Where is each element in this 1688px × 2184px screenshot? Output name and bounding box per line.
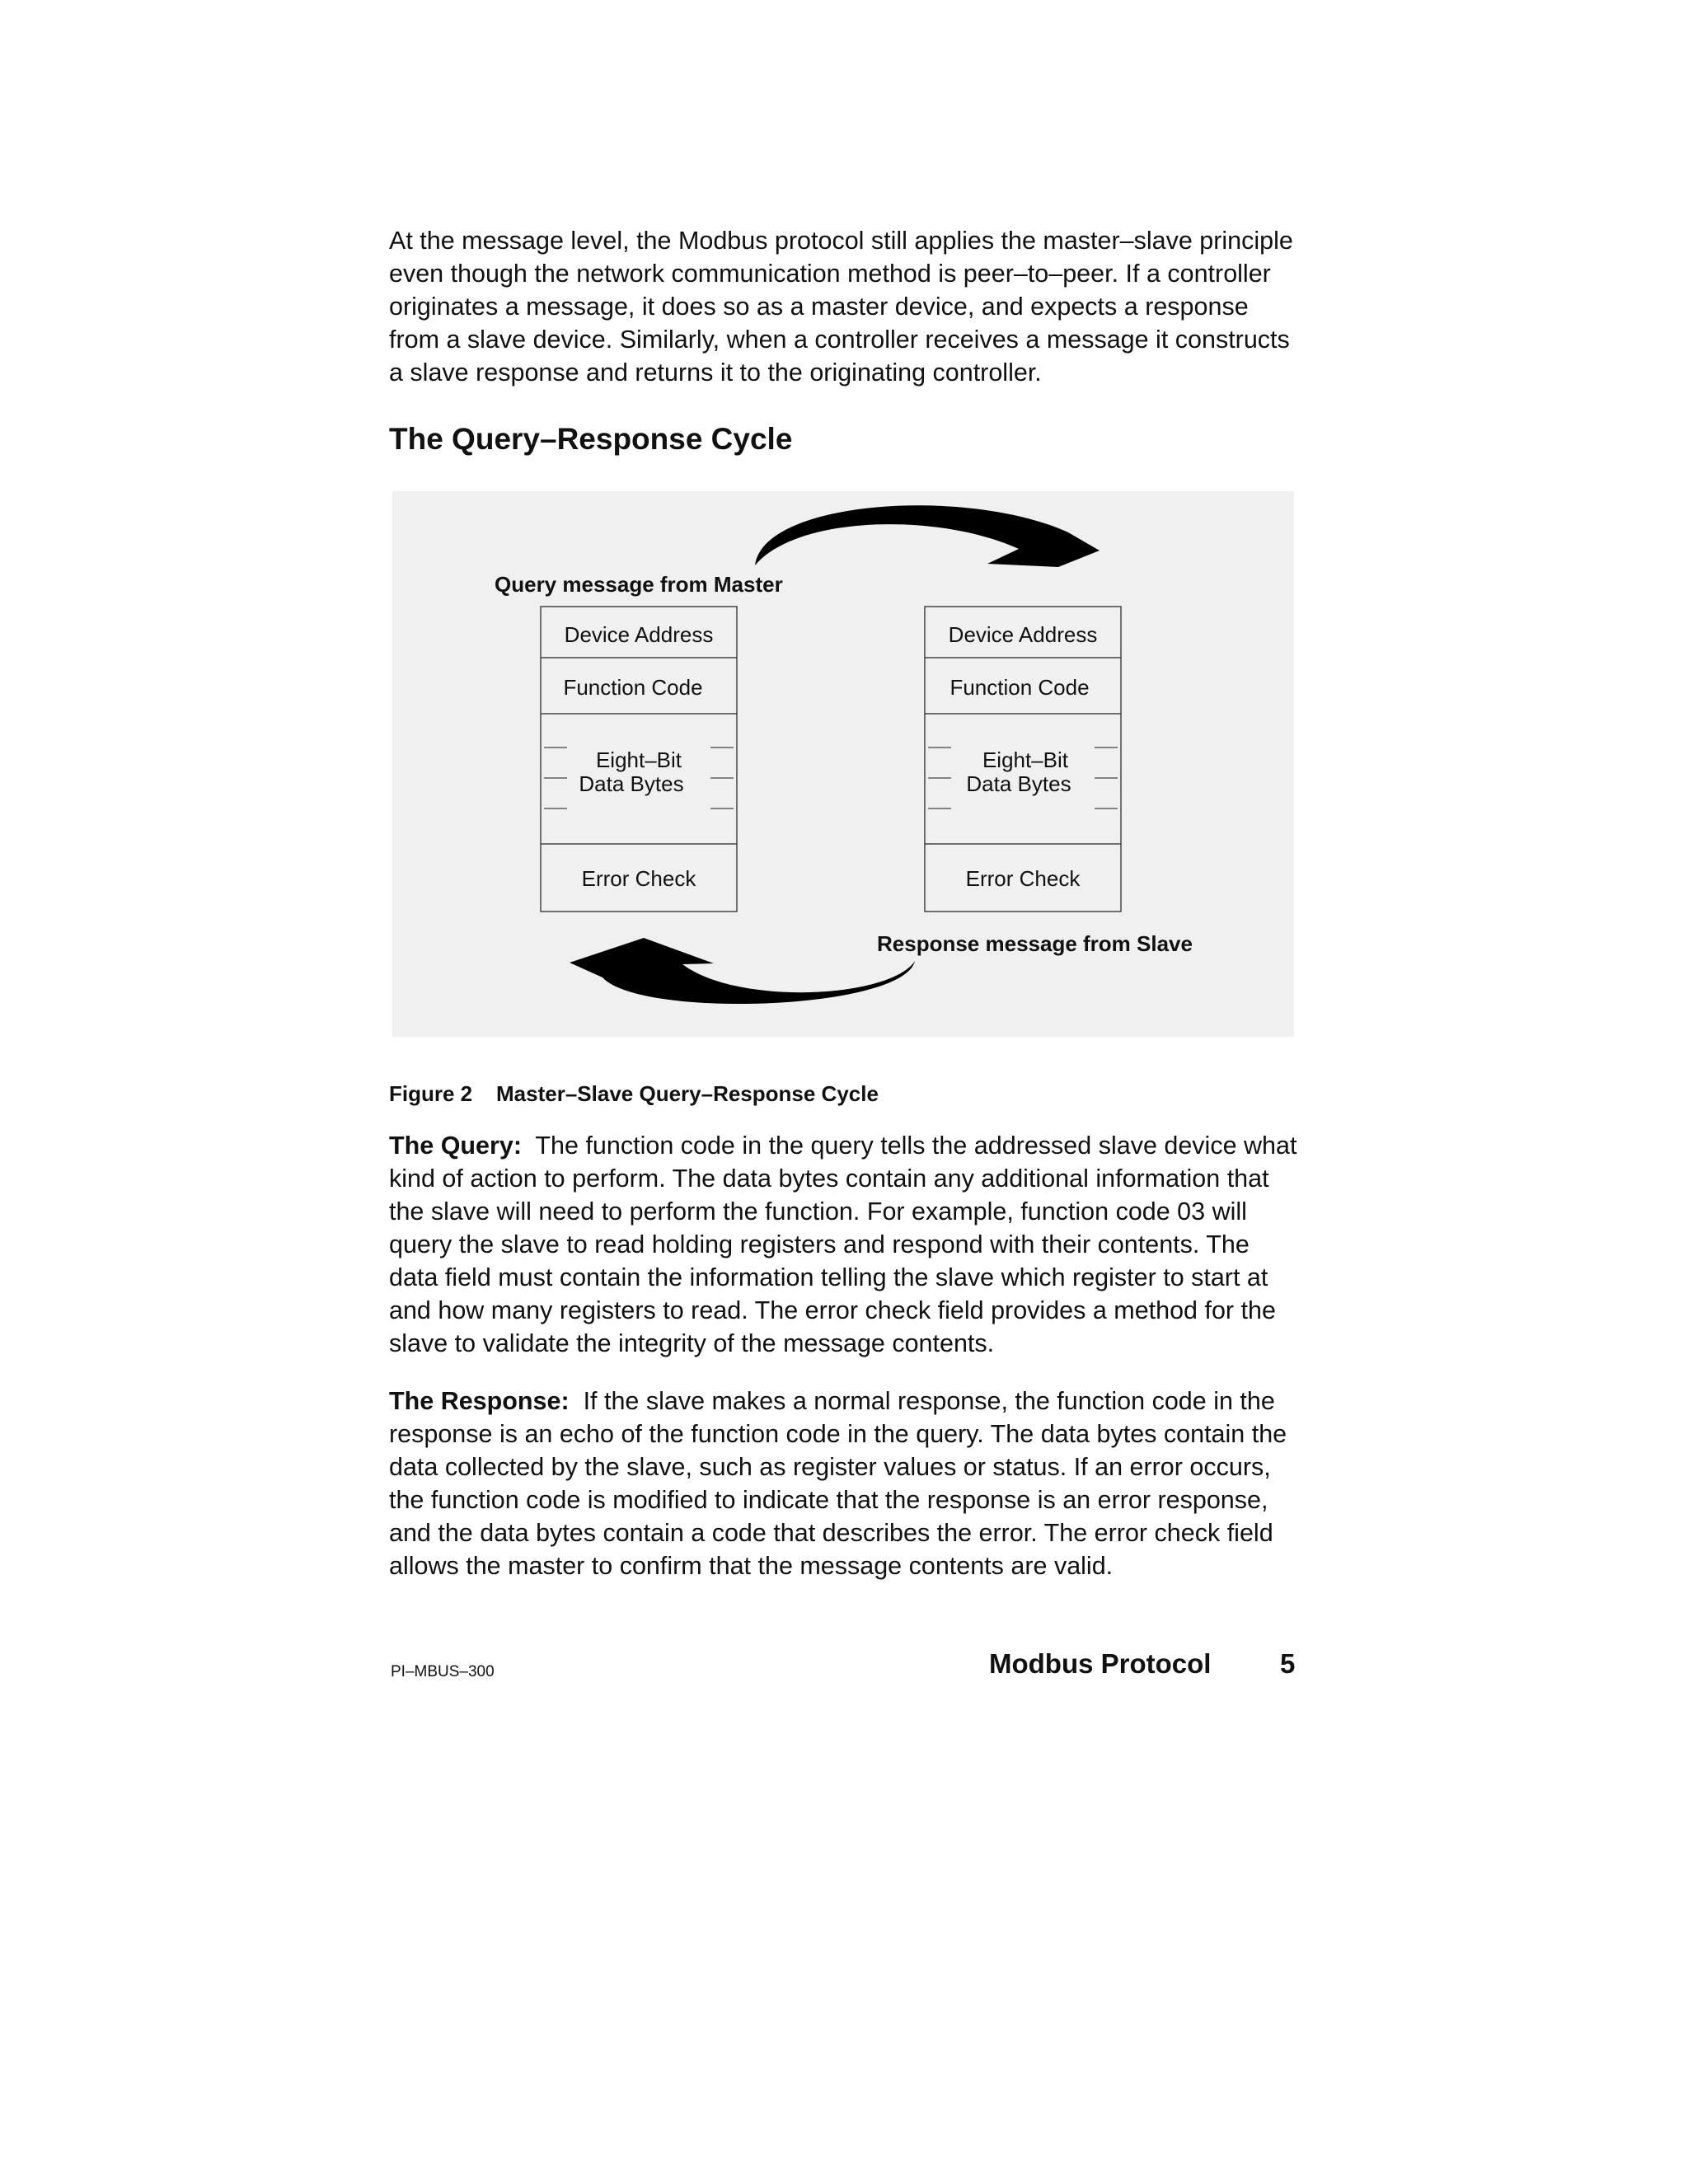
query-arrow-icon: [755, 505, 1100, 567]
section-heading: The Query–Response Cycle: [389, 422, 793, 456]
document-id: PI–MBUS–300: [391, 1663, 495, 1680]
response-paragraph: [389, 1385, 1304, 1582]
master-data-line2: Data Bytes: [579, 771, 684, 796]
intro-paragraph: At the message level, the Modbus protocol still applies the master–slave principle even though the network communication method is peer–to–peer. If a controller originates a message, it does so as a master device, and expects a response from a slave device. Similarly, when a controller receives a message it constructs a slave response and returns it to the originating controller.: [389, 227, 1293, 387]
response-label-bold: The Response:: [389, 1387, 570, 1415]
slave-message-frame: [925, 607, 1121, 912]
slave-data-line1: Eight–Bit: [982, 748, 1069, 772]
master-message-frame: [541, 607, 737, 912]
query-label: Query message from Master: [495, 572, 783, 597]
footer-title: Modbus Protocol: [989, 1648, 1212, 1679]
query-label-bold: The Query:: [389, 1132, 523, 1160]
query-paragraph: [389, 1129, 1304, 1360]
slave-function-code: Function Code: [950, 675, 1090, 700]
master-function-code: Function Code: [563, 675, 703, 700]
slave-data-line2: Data Bytes: [966, 771, 1071, 796]
response-label: Response message from Slave: [877, 931, 1193, 956]
response-arrow-icon: [570, 938, 915, 1004]
figure-query-response-cycle: [392, 491, 1294, 1037]
page-number: 5: [1280, 1648, 1296, 1679]
master-error-check: Error Check: [581, 866, 696, 891]
slave-device-address: Device Address: [948, 622, 1098, 647]
master-device-address: Device Address: [564, 622, 714, 647]
figure-caption: Figure 2 Master–Slave Query–Response Cycle: [389, 1081, 879, 1106]
master-data-line1: Eight–Bit: [595, 748, 682, 772]
query-text: The function code in the query tells the addressed slave device what kind of action to perform. The data bytes contain any additional information that the slave will need to perform the function. For example, function code 03 will query the slave to read holding registers and respond with their contents. The data field must contain the information telling the slave which register to start at and how many registers to read. The error check field provides a method for the slave to validate the integrity of the message contents.: [389, 1132, 1297, 1357]
response-text: If the slave makes a normal response, the function code in the response is an echo of the function code in the query. The data bytes contain the data collected by the slave, such as register values or status. If an error occurs, the function code is modified to indicate that the response is an error response, and the data bytes contain a code that describes the error. The error check field allows the master to confirm that the message contents are valid.: [389, 1387, 1287, 1580]
slave-error-check: Error Check: [965, 866, 1081, 891]
